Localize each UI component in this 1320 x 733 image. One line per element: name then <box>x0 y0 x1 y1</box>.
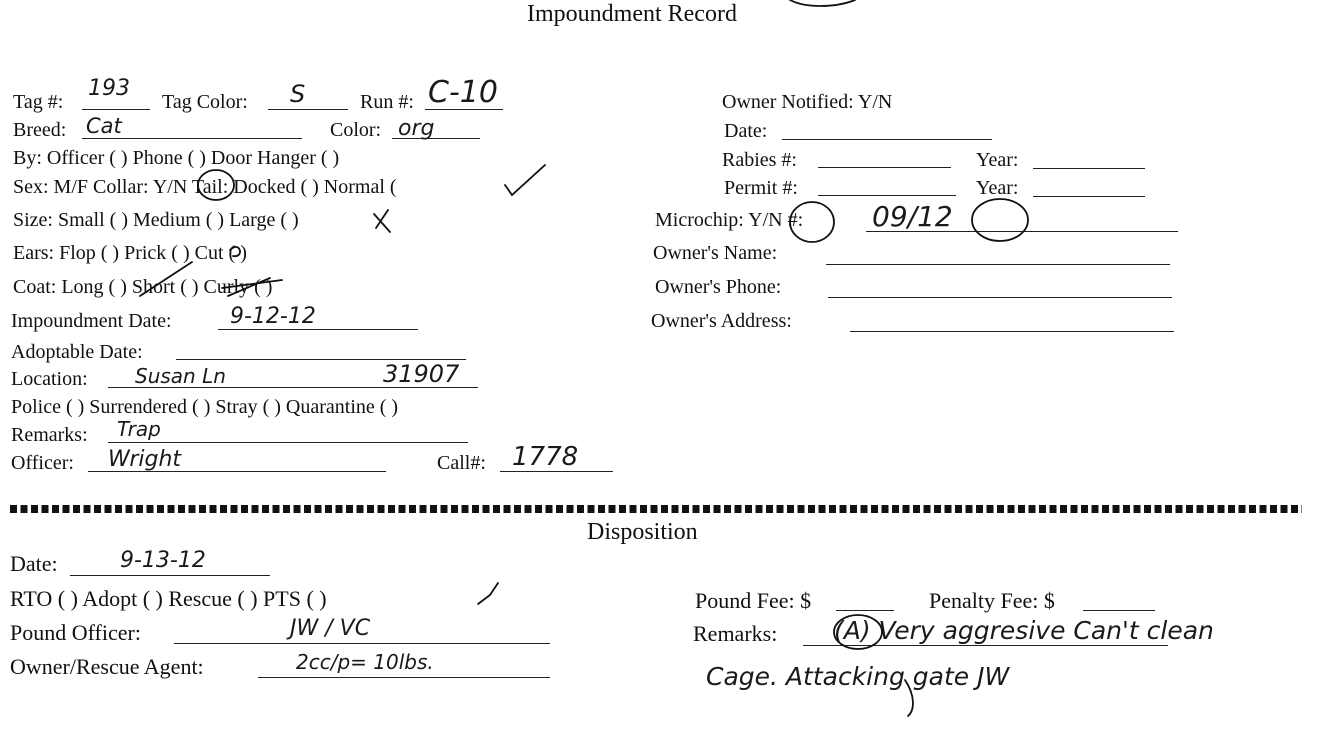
microchip-suffix-circle-mark <box>972 199 1028 241</box>
ears-options: Ears: Flop ( ) Prick ( ) Cut ( ) <box>13 242 247 264</box>
disposition-date-label: Date: <box>10 551 58 576</box>
adoptable-date-label: Adoptable Date: <box>11 341 143 363</box>
pound-fee-label: Pound Fee: $ <box>695 588 812 613</box>
pts-check-mark <box>478 583 498 604</box>
impound-date-value: 9-12-12 <box>230 304 316 329</box>
page-title: Impoundment Record <box>527 1 737 27</box>
agent-value: 2cc/p= 10lbs. <box>296 650 434 674</box>
call-label: Call#: <box>437 452 486 474</box>
run-label: Run #: <box>360 91 414 113</box>
call-value: 1778 <box>512 442 579 472</box>
tag-label: Tag #: <box>13 91 64 113</box>
tag-color-value: S <box>290 80 306 108</box>
rabies-year-label: Year: <box>976 149 1019 171</box>
breed-label: Breed: <box>13 119 67 141</box>
permit-year-label: Year: <box>976 177 1019 199</box>
disposition-date-value: 9-13-12 <box>120 548 206 573</box>
microchip-value: 09/12 <box>872 200 953 233</box>
coat-short-strike-mark <box>222 278 282 296</box>
penalty-fee-label: Penalty Fee: $ <box>929 588 1055 613</box>
remarks-value: Trap <box>117 417 161 441</box>
location-label: Location: <box>11 368 88 390</box>
impound-type-options: Police ( ) Surrendered ( ) Stray ( ) Quarantine ( ) <box>11 396 399 418</box>
microchip-n-circle-mark <box>790 202 834 242</box>
color-label: Color: <box>330 119 382 141</box>
location-number: 31907 <box>383 360 460 388</box>
disposition-remarks-line2: Cage. Attacking gate JW <box>706 662 1010 691</box>
owner-date-label: Date: <box>724 120 768 142</box>
run-value: C-10 <box>428 75 498 110</box>
owner-address-label: Owner's Address: <box>651 310 792 332</box>
disposition-title: Disposition <box>587 519 698 545</box>
officer-label: Officer: <box>11 452 74 474</box>
rabies-label: Rabies #: <box>722 149 797 171</box>
disposition-remarks-line1: (A) Very aggresive Can't clean <box>834 616 1214 645</box>
collar-n-circle-mark <box>198 170 234 200</box>
owner-phone-label: Owner's Phone: <box>655 276 782 298</box>
outcome-options: RTO ( ) Adopt ( ) Rescue ( ) PTS ( ) <box>10 586 327 611</box>
large-x-mark <box>374 210 390 232</box>
size-options: Size: Small ( ) Medium ( ) Large ( ) <box>13 209 299 231</box>
prick-mark <box>230 247 240 256</box>
agent-label: Owner/Rescue Agent: <box>10 654 204 679</box>
permit-label: Permit #: <box>724 177 798 199</box>
by-options: By: Officer ( ) Phone ( ) Door Hanger ( ) <box>13 147 340 169</box>
tag-color-label: Tag Color: <box>162 91 248 113</box>
owner-name-label: Owner's Name: <box>653 242 778 264</box>
sex-options: Sex: M/F Collar: Y/N Tail: Docked ( ) Normal ( <box>13 176 397 198</box>
pound-officer-value: JW / VC <box>290 616 371 641</box>
normal-check-mark <box>505 165 545 195</box>
pound-officer-label: Pound Officer: <box>10 620 141 645</box>
corner-scribble-mark <box>790 0 855 6</box>
tag-value: 193 <box>88 76 130 101</box>
owner-notified-label: Owner Notified: Y/N <box>722 91 893 113</box>
remarks-label: Remarks: <box>11 424 88 446</box>
coat-options: Coat: Long ( ) Short ( ) Curly ( ) <box>13 276 273 298</box>
coat-long-check-mark <box>140 262 192 296</box>
officer-value: Wright <box>108 447 182 472</box>
microchip-label: Microchip: Y/N #: <box>655 209 804 231</box>
impound-date-label: Impoundment Date: <box>11 310 172 332</box>
remarks-flourish-mark <box>905 680 913 716</box>
remarks-a-circle-mark <box>834 615 882 649</box>
location-value: Susan Ln <box>135 364 226 388</box>
disposition-remarks-label: Remarks: <box>693 621 778 646</box>
color-value: org <box>398 116 435 141</box>
breed-value: Cat <box>86 114 122 138</box>
